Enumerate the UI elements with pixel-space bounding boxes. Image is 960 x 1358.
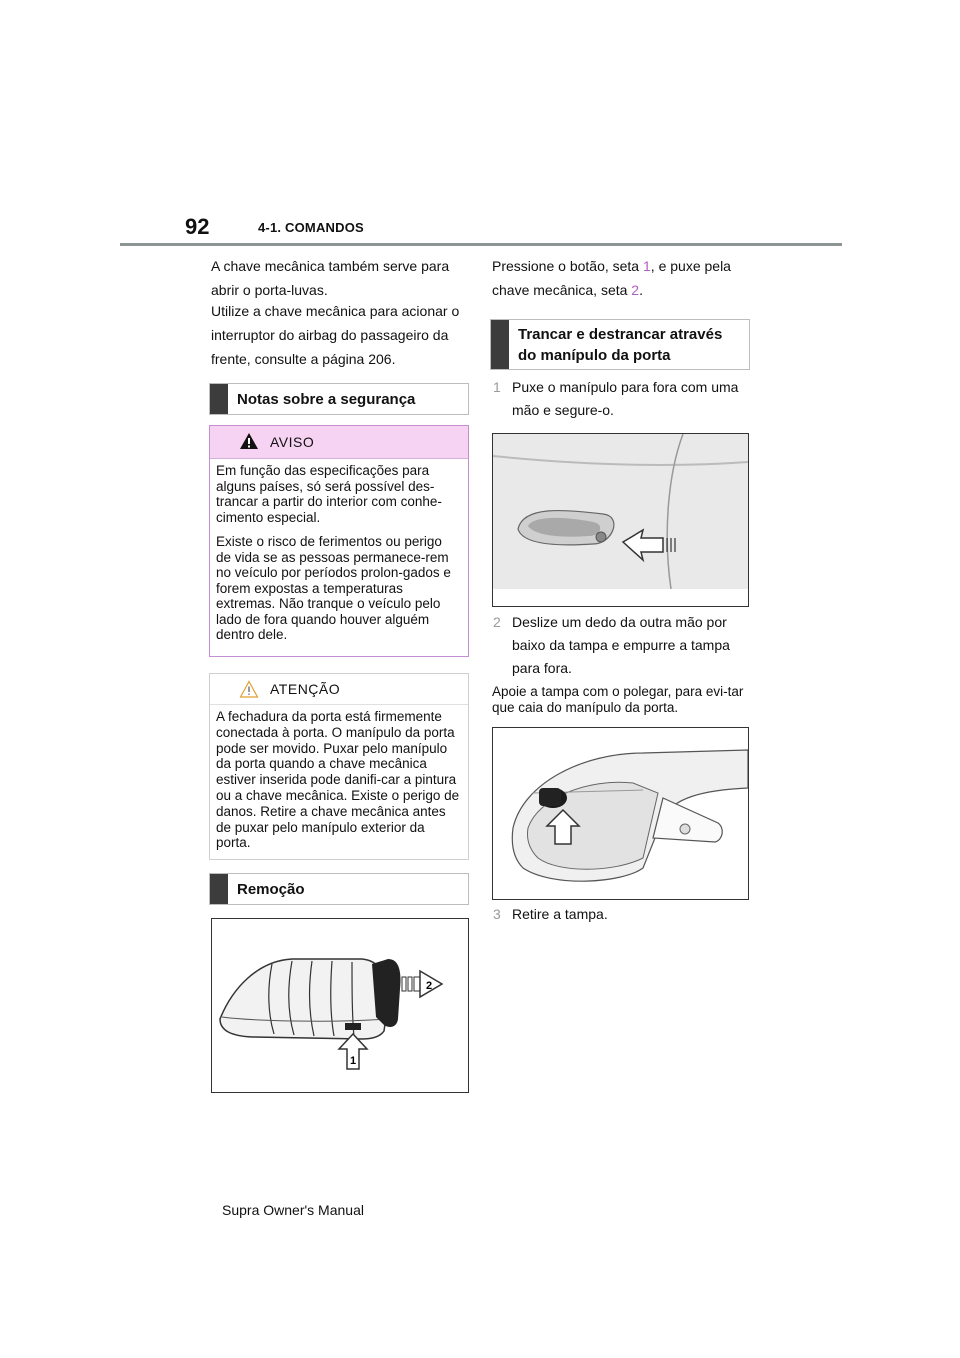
warning-header: [210, 426, 468, 459]
key-removal-figure: [211, 918, 469, 1093]
warning-body: [210, 459, 468, 643]
instruction-text-b: , e puxe pela chave mecânica, seta: [492, 258, 731, 298]
step-text: Deslize um dedo da outra mão por baixo da tampa e empurre a tampa para fora.: [512, 614, 730, 676]
attention-text: A fechadura da porta está firmemente conectada à porta. O manípulo da porta pode ser movido. Puxar pelo manípulo da porta quando a chave mecânica estiver inserida pode danifi-car a pintura ou a chave mecânica. Existe o perigo de danos. Retire a chave mecânica antes de puxar pelo manípulo exterior da porta.: [216, 709, 460, 851]
removal-instruction: [492, 254, 752, 302]
step-item: [493, 903, 753, 927]
attention-header: [210, 674, 468, 705]
instruction-text-c: .: [639, 282, 643, 298]
footer-text: Supra Owner's Manual: [222, 1202, 364, 1218]
safety-heading: Notas sobre a segurança: [237, 391, 416, 408]
attention-box: [209, 673, 469, 860]
arrow-label-2: 2: [426, 980, 433, 992]
support-note: Apoie a tampa com o polegar, para evi-tar que caia do manípulo da porta.: [492, 684, 744, 715]
heading-bar: [210, 874, 228, 904]
removal-heading-box: [209, 873, 469, 905]
page-number: 92: [185, 214, 210, 239]
step-item: [493, 611, 753, 681]
warning-box: [209, 425, 469, 657]
intro-paragraph-2: Utilize a chave mecânica para acionar o interruptor do airbag do passageiro da frente, consulte a página 206.: [211, 303, 460, 367]
cover-illustration: [493, 728, 748, 899]
step-number: 3: [493, 906, 501, 922]
heading-bar: [210, 384, 228, 414]
header-rule: [120, 243, 842, 246]
step-item: [493, 376, 753, 422]
safety-heading-box: [209, 383, 469, 415]
instruction-text-a: Pressione o botão, seta: [492, 258, 643, 274]
step-number: 1: [493, 379, 501, 395]
intro-paragraph-1: A chave mecânica também serve para abrir o porta-luvas.: [211, 258, 450, 298]
step-text: Retire a tampa.: [512, 906, 608, 922]
arrow-ref-2: 2: [631, 282, 640, 298]
warning-text-2: Existe o risco de ferimentos ou perigo de vida se as pessoas permanece-rem no veículo por períodos prolon-gados e forem expostas a temperaturas extremas. Não tranque o veículo pelo lado de fora quando houver alguém dentro dele.: [216, 534, 451, 642]
cover-removal-figure: [492, 727, 749, 900]
lock-heading: Trancar e destrancar através do manípulo da porta: [518, 326, 723, 364]
caution-triangle-icon: [239, 680, 259, 698]
warning-triangle-icon: [239, 432, 259, 450]
chapter-title: 4-1. COMANDOS: [258, 220, 364, 235]
warning-title: AVISO: [270, 434, 315, 450]
attention-body: [210, 705, 468, 851]
door-handle-illustration: [493, 434, 748, 606]
heading-bar: [491, 320, 509, 369]
arrow-label-1: 1: [350, 1055, 357, 1067]
door-handle-figure: [492, 433, 749, 607]
pull-arrow-icon: [402, 971, 442, 997]
removal-heading: Remoção: [237, 881, 305, 898]
step-text: Puxe o manípulo para fora com uma mão e segure-o.: [512, 379, 739, 418]
lock-heading-box: [490, 319, 750, 370]
attention-title: ATENÇÃO: [270, 681, 341, 697]
step-number: 2: [493, 614, 501, 630]
warning-text-1: Em função das especificações para alguns países, só será possível des-trancar a partir do interior com conhe-cimento especial.: [216, 463, 442, 525]
key-illustration: [212, 919, 468, 1092]
arrow-ref-1: 1: [643, 258, 651, 274]
